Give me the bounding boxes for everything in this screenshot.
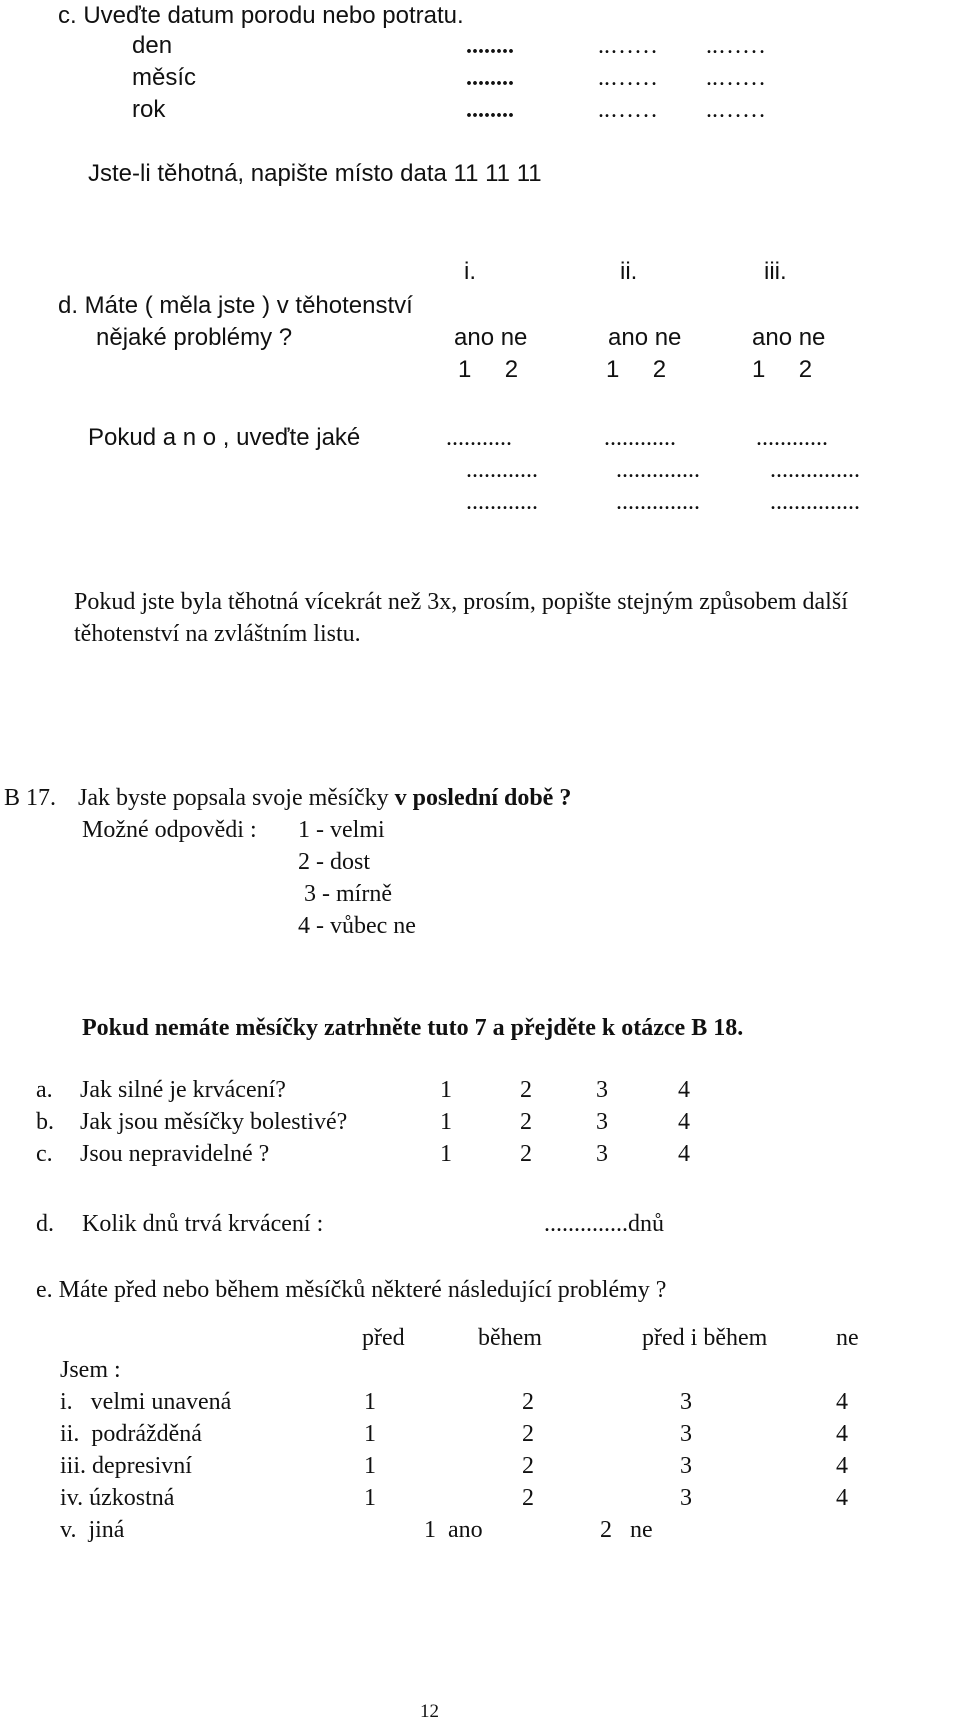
symptom-other-no[interactable]: 2 ne [600,1517,653,1543]
symptom-row-1-label: i. velmi unavená [60,1389,232,1415]
scale-c-text: Jsou nepravidelné ? [80,1141,270,1167]
question-b17-plain: Jak byste popsala svoje měsíčky [78,785,395,811]
question-d-text: Kolik dnů trvá krvácení : [82,1211,324,1237]
yes-no-col-iii: ano ne [752,324,826,351]
date-day-field-2: ..…… [598,33,658,59]
symptom-row-2-during[interactable]: 2 [522,1421,534,1447]
answer-1: 1 - velmi [298,817,385,843]
header-before-and-during: před i během [642,1325,768,1351]
yes-no-col-ii: ano ne [608,324,682,351]
symptom-row-4-both[interactable]: 3 [680,1485,692,1511]
page-number: 12 [420,1701,439,1722]
symptom-row-3-label: iii. depresivní [60,1453,192,1479]
pregnant-note: Jste-li těhotná, napište místo data 11 11 11 [88,160,542,187]
problem-dots-2-3: ............... [770,457,860,483]
section-c-heading: c. Uveďte datum porodu nebo potratu. [58,2,464,29]
date-month-field-2: ..…… [598,65,658,91]
date-year-field-1: ........ [466,97,514,123]
date-year-field-3: ..…… [706,97,766,123]
question-b17-text [78,786,571,810]
scale-c-2[interactable]: 2 [520,1141,532,1167]
symptom-row-4-during[interactable]: 2 [522,1485,534,1511]
scale-a-1[interactable]: 1 [440,1077,452,1103]
header-before: před [362,1325,405,1351]
answers-label: Možné odpovědi : [82,817,257,843]
symptom-row-4-before[interactable]: 1 [364,1485,376,1511]
extra-pregnancy-note-line2: těhotenství na zvláštním listu. [74,621,361,647]
symptom-row-1-before[interactable]: 1 [364,1389,376,1415]
symptom-row-2-before[interactable]: 1 [364,1421,376,1447]
date-month-label: měsíc [132,64,197,91]
scale-c-letter: c. [36,1141,53,1167]
scale-b-4[interactable]: 4 [678,1109,690,1135]
scale-a-text: Jak silné je krvácení? [80,1077,286,1103]
date-year-field-2: ..…… [598,97,658,123]
col-i-header: i. [464,258,476,285]
scale-a-3[interactable]: 3 [596,1077,608,1103]
problem-dots-2-2: .............. [616,457,700,483]
question-e-text: e. Máte před nebo během měsíčků některé následující problémy ? [36,1277,667,1303]
yes-no-col-i: ano ne [454,324,528,351]
col-ii-header: ii. [620,258,638,285]
problem-dots-3-3: ............... [770,489,860,515]
problem-dots-1-1: ........... [446,425,512,451]
symptom-row-4-no[interactable]: 4 [836,1485,848,1511]
scale-a-letter: a. [36,1077,53,1103]
problem-dots-1-2: ............ [604,425,676,451]
scale-a-4[interactable]: 4 [678,1077,690,1103]
problem-dots-2-1: ............ [466,457,538,483]
symptom-row-1-no[interactable]: 4 [836,1389,848,1415]
symptom-row-3-no[interactable]: 4 [836,1453,848,1479]
codes-col-i: 1 2 [458,356,519,383]
symptom-row-2-label: ii. podrážděná [60,1421,202,1447]
problem-dots-1-3: ............ [756,425,828,451]
symptom-row-3-before[interactable]: 1 [364,1453,376,1479]
scale-c-4[interactable]: 4 [678,1141,690,1167]
symptom-row-1-both[interactable]: 3 [680,1389,692,1415]
codes-col-iii: 1 2 [752,356,813,383]
symptom-row-2-both[interactable]: 3 [680,1421,692,1447]
scale-b-2[interactable]: 2 [520,1109,532,1135]
header-during: během [478,1325,542,1351]
if-yes-label: Pokud a n o , uveďte jaké [88,424,361,451]
answer-3: 3 - mírně [304,881,392,907]
symptom-row-2-no[interactable]: 4 [836,1421,848,1447]
date-day-label: den [132,32,173,59]
scale-a-2[interactable]: 2 [520,1077,532,1103]
question-b17-number: B 17. [4,785,57,811]
scale-c-1[interactable]: 1 [440,1141,452,1167]
problem-dots-3-1: ............ [466,489,538,515]
scale-b-text: Jak jsou měsíčky bolestivé? [80,1109,348,1135]
bleeding-days-field[interactable]: ..............dnů [544,1211,664,1237]
symptom-other-yes[interactable]: 1 ano [424,1517,483,1543]
date-month-field-1: ........ [466,65,514,91]
extra-pregnancy-note-line1: Pokud jste byla těhotná vícekrát než 3x, prosím, popište stejným způsobem další [74,589,848,615]
col-iii-header: iii. [764,258,787,285]
symptom-other-label: v. jiná [60,1517,125,1543]
question-b17-bold: v poslední době ? [394,785,572,811]
codes-col-ii: 1 2 [606,356,667,383]
symptom-row-3-both[interactable]: 3 [680,1453,692,1479]
answer-2: 2 - dost [298,849,370,875]
answer-4: 4 - vůbec ne [298,913,416,939]
section-d-question-line2: nějaké problémy ? [96,324,293,351]
date-day-field-3: ..…… [706,33,766,59]
scale-b-1[interactable]: 1 [440,1109,452,1135]
scale-c-3[interactable]: 3 [596,1141,608,1167]
date-year-label: rok [132,96,166,123]
scale-b-letter: b. [36,1109,54,1135]
scale-b-3[interactable]: 3 [596,1109,608,1135]
section-d-question-line1: d. Máte ( měla jste ) v těhotenství [58,292,413,319]
date-month-field-3: ..…… [706,65,766,91]
date-day-field-1: ........ [466,33,514,59]
symptom-row-1-during[interactable]: 2 [522,1389,534,1415]
symptoms-intro: Jsem : [60,1357,121,1383]
no-period-instruction: Pokud nemáte měsíčky zatrhněte tuto 7 a přejděte k otázce B 18. [82,1015,744,1041]
header-no: ne [836,1325,859,1351]
question-d-letter: d. [36,1211,54,1237]
problem-dots-3-2: .............. [616,489,700,515]
symptom-row-4-label: iv. úzkostná [60,1485,175,1511]
symptom-row-3-during[interactable]: 2 [522,1453,534,1479]
